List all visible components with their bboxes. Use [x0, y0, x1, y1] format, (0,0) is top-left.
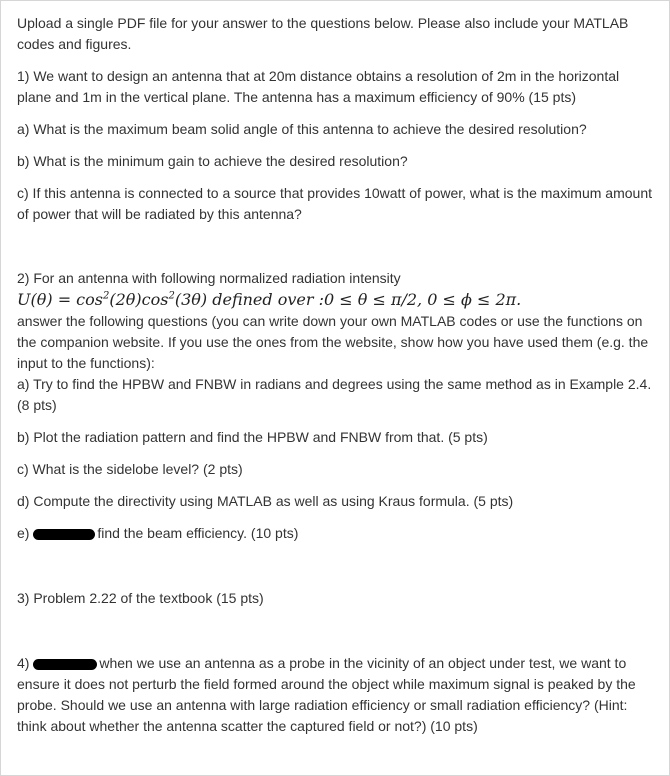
q2b-text: b) Plot the radiation pattern and find the HPBW and FNBW from that. (5 pts) [17, 429, 488, 445]
q4-prefix: 4) [17, 655, 30, 671]
q2-instructions: answer the following questions (you can write down your own MATLAB codes or use the functions on the companion website. If you use the ones from the website, show how you have used them (e.g. the input to the functions): [17, 313, 649, 371]
q1a-text: a) What is the maximum beam solid angle of this antenna to achieve the desired resolution? [17, 121, 587, 137]
formula-lhs: U(θ) = cos [17, 290, 103, 309]
q3-text: 3) Problem 2.22 of the textbook (15 pts) [17, 590, 264, 606]
intro-text: Upload a single PDF file for your answer to the questions below. Please also include your MATLAB codes and figures. [17, 15, 629, 52]
formula-exp-2: 2 [168, 290, 175, 302]
formula-mid: (2θ)cos [109, 290, 169, 309]
formula-exp-1: 2 [102, 290, 110, 302]
q2e-text: find the beam efficiency. (10 pts) [97, 525, 299, 541]
q2c-text: c) What is the sidelobe level? (2 pts) [17, 461, 243, 477]
q2-formula [17, 289, 652, 311]
q1c-text: c) If this antenna is connected to a source that provides 10watt of power, what is the maximum amount of power that will be radiated by this antenna? [17, 185, 652, 222]
question-content [17, 13, 652, 737]
redaction-mark [33, 529, 95, 540]
q4-text [17, 653, 652, 737]
q2-text: 2) For an antenna with following normalized radiation intensity [17, 270, 401, 286]
q2a-text: a) Try to find the HPBW and FNBW in radians and degrees using the same method as in Example 2.4. (8 pts) [17, 376, 652, 413]
redaction-mark [33, 659, 97, 670]
q1-text: 1) We want to design an antenna that at 20m distance obtains a resolution of 2m in the horizontal plane and 1m in the vertical plane. The antenna has a maximum efficiency of 90% (15 pts) [17, 68, 620, 105]
formula-rest: (3θ) defined over :0 ≤ θ ≤ π/2, 0 ≤ ϕ ≤ 2π. [174, 290, 522, 309]
q2e-line [17, 523, 652, 544]
q2d-text: d) Compute the directivity using MATLAB as well as using Kraus formula. (5 pts) [17, 493, 514, 509]
q1b-text: b) What is the minimum gain to achieve the desired resolution? [17, 153, 408, 169]
q2e-prefix: e) [17, 525, 30, 541]
q4-body: when we use an antenna as a probe in the vicinity of an object under test, we want to ensure it does not perturb the field formed around the object while maximum signal is peaked by the probe. Should we use an antenna with large radiation efficiency or small radiation efficiency? (Hint: think about whether the antenna scatter the captured field or not?) (10 pts) [17, 655, 636, 734]
